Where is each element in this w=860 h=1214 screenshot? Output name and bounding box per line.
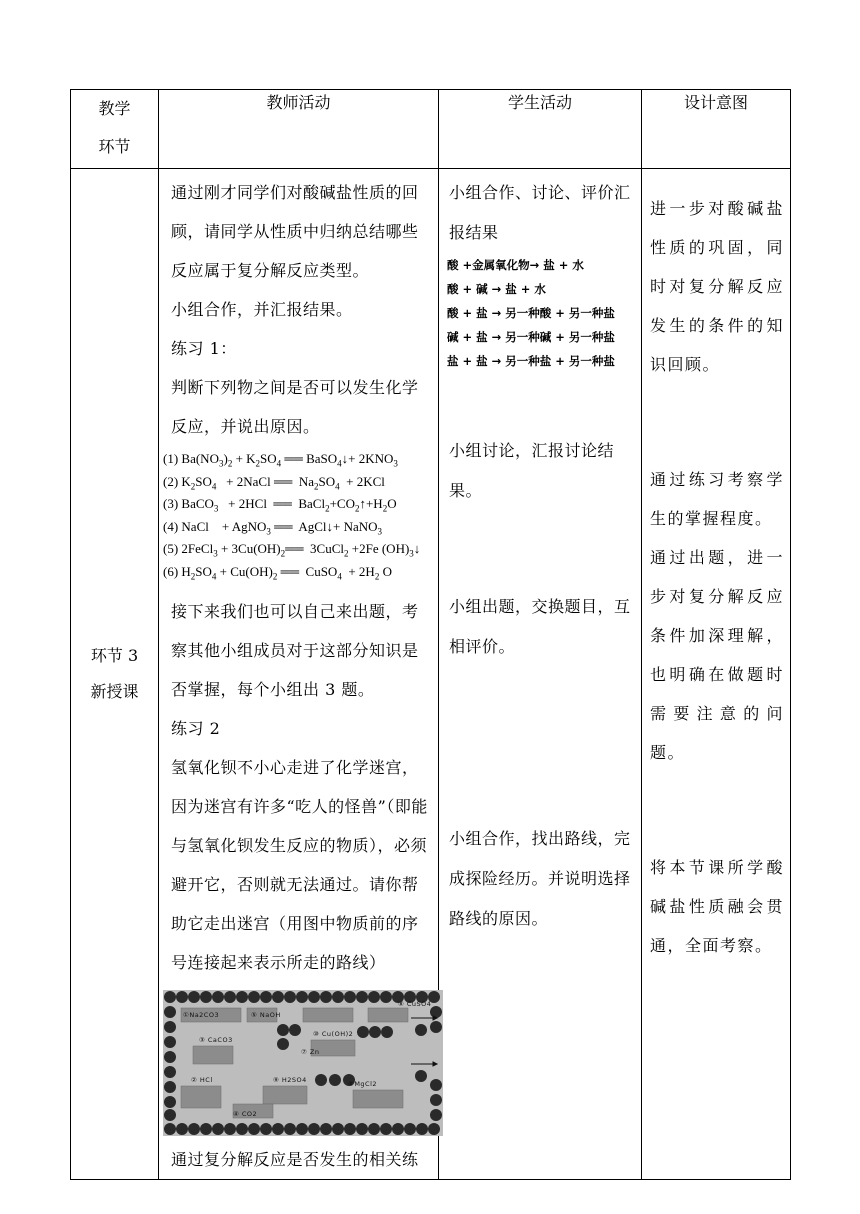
teacher-paragraph-4: 判断下列物之间是否可以发生化学反应，并说出原因。 (171, 378, 419, 436)
header-teacher: 教师活动 (159, 90, 439, 169)
stage-row (71, 169, 791, 1180)
maze-svg (163, 990, 443, 1136)
teacher-activity-cell (159, 169, 439, 1180)
summary-line-2: 酸 + 碱 → 盐 + 水 (447, 282, 546, 296)
stage-line2: 新授课 (90, 681, 139, 701)
maze-label-2: ② HCl (191, 1075, 213, 1084)
stage-line1: 环节 3 (90, 645, 139, 665)
summary-line-5: 盐 + 盐 → 另一种盐 + 另一种盐 (447, 354, 615, 368)
header-stage (71, 90, 159, 169)
equation-3: (3) BaCO$_3$ + 2HCl ══ $BaCl_2+CO_2↑+H_2O$ (163, 496, 397, 514)
intent-paragraph-3: 通过出题，进一步对复分解反应条件加深理解，也明确在做题时需要注意的问题。 (650, 548, 784, 762)
intent-paragraph-1: 进一步对酸碱盐性质的巩固，同时对复分解反应发生的条件的知识回顾。 (650, 199, 784, 374)
header-student: 学生活动 (439, 90, 642, 169)
header-intent: 设计意图 (642, 90, 791, 169)
student-activity-cell (439, 169, 642, 1180)
student-paragraph-2: 小组讨论，汇报讨论结果。 (449, 441, 615, 500)
lesson-plan-table (70, 89, 791, 1180)
stage-cell (71, 169, 159, 1180)
intent-paragraph-2: 通过练习考察学生的掌握程度。 (650, 470, 784, 528)
student-paragraph-3: 小组出题，交换题目，互相评价。 (449, 597, 631, 656)
equation-list (163, 450, 434, 586)
design-intent-cell (642, 169, 791, 1180)
teacher-paragraph-2: 小组合作，并汇报结果。 (171, 300, 353, 319)
chemistry-maze-image (163, 990, 434, 1136)
equation-6: (6) $H_2SO_4 + Cu(OH)_2$ ══ CuSO$_4$ + $2H_2$ O (163, 563, 392, 582)
maze-label-6: ⑥MgCl2 (348, 1079, 378, 1088)
student-paragraph-1: 小组合作、讨论、评价汇报结果 (449, 183, 631, 242)
equation-2: (2) $K_2SO_4$ + 2NaCl ══ $Na_2SO_4 + 2KCl$ (163, 473, 385, 492)
maze-label-9: ⑨ H2SO4 (273, 1075, 307, 1084)
maze-label-4: ④ CO2 (233, 1109, 258, 1118)
maze-label-7: ⑦ Zn (301, 1047, 320, 1056)
equation-1: (1) $Ba(NO_3)_2 + K_2SO_4$ ══ BaSO$_4$↓+ $2KNO_3$ (163, 451, 398, 469)
maze-label-3: ③ CaCO3 (199, 1035, 233, 1044)
header-row (71, 90, 791, 169)
summary-line-1: 酸 +金属氧化物→ 盐 + 水 (447, 258, 584, 272)
equation-4: (4) NaCl + AgNO$_3$ ══ AgCl↓+ NaNO$_3$ (163, 518, 383, 537)
reaction-summary-list (447, 253, 643, 373)
summary-line-3: 酸 + 盐 → 另一种酸 + 另一种盐 (447, 306, 615, 320)
header-stage-line2: 环节 (98, 137, 131, 156)
intent-paragraph-4: 将本节课所学酸碱盐性质融会贯通，全面考察。 (650, 858, 784, 955)
teacher-paragraph-3: 练习 1： (171, 339, 237, 358)
summary-line-4: 碱 + 盐 → 另一种碱 + 另一种盐 (447, 330, 615, 344)
header-stage-line1: 教学 (98, 99, 131, 118)
teacher-paragraph-5: 接下来我们也可以自己来出题，考察其他小组成员对于这部分知识是否掌握，每个小组出 3 题。 (171, 601, 419, 699)
maze-label-10: ⑩ Cu(OH)2 (313, 1029, 354, 1038)
maze-label-8: ⑧ CuSO4 (398, 999, 432, 1008)
teacher-paragraph-6: 练习 2 (171, 718, 221, 738)
equation-5: (5) 2FeCl$_3$ + $3Cu(OH)_2══$ 3CuCl$_2$ +2Fe $(OH)_3↓$ (163, 541, 421, 559)
maze-label-5: ⑤ NaOH (251, 1010, 281, 1019)
student-paragraph-4: 小组合作，找出路线，完成探险经历。并说明选择路线的原因。 (449, 829, 631, 928)
teacher-paragraph-8: 通过复分解反应是否发生的相关练 (171, 1149, 419, 1169)
teacher-paragraph-7: 氢氧化钡不小心走进了化学迷宫，因为迷宫有许多“吃人的怪兽”（即能与氢氧化钡发生反应的物质），必须避开它，否则就无法通过。请你帮助它走出迷宫（用图中物质前的序号连接起来表示所走的路线） (171, 757, 428, 972)
maze-label-1: ①Na2CO3 (183, 1010, 220, 1019)
teacher-paragraph-1: 通过刚才同学们对酸碱盐性质的回顾，请同学从性质中归纳总结哪些反应属于复分解反应类型。 (171, 183, 419, 280)
